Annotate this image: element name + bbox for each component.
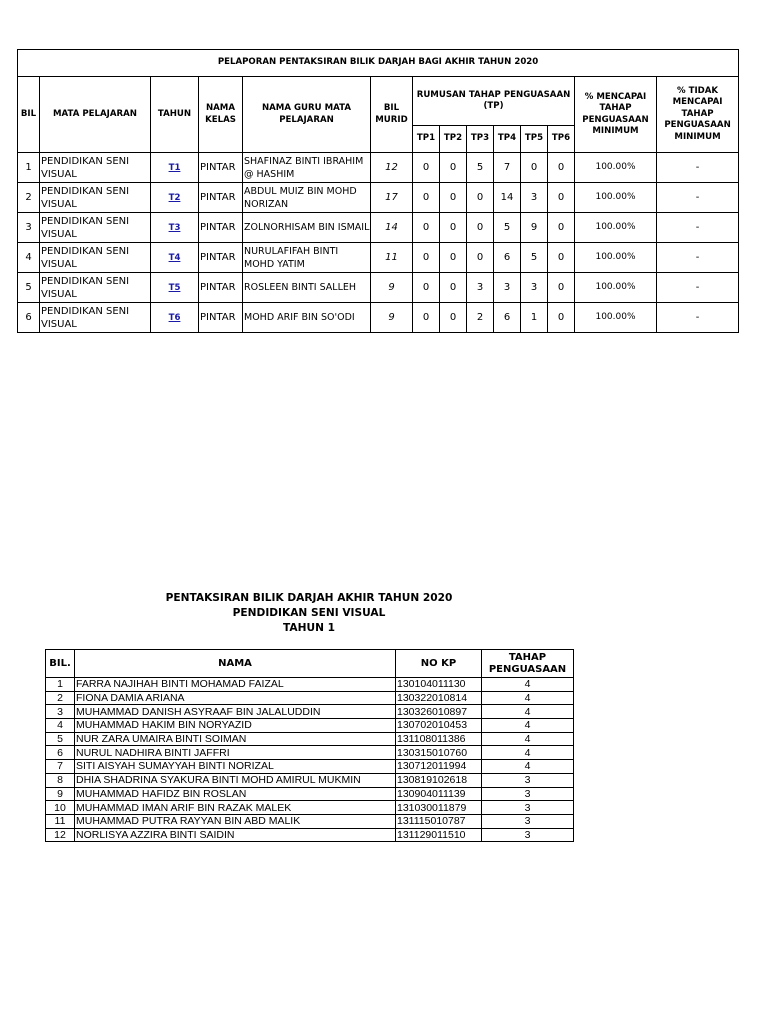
row-tp3: 5 [467, 153, 494, 183]
row-subject: PENDIDIKAN SENI VISUAL [40, 213, 151, 243]
header-no-kp: NO KP [396, 650, 482, 678]
row-nama: FIONA DAMIA ARIANA [75, 691, 396, 705]
header-bil-murid: BIL MURID [371, 77, 413, 153]
row-nama: SITI AISYAH SUMAYYAH BINTI NORIZAL [75, 760, 396, 774]
row-tp3: 0 [467, 243, 494, 273]
row-tp3: 2 [467, 303, 494, 333]
row-bil: 6 [46, 746, 75, 760]
tahun-link[interactable]: T3 [168, 222, 181, 233]
tahun-link[interactable]: T1 [168, 162, 181, 173]
row-bil: 11 [46, 814, 75, 828]
header-mencapai: % MENCAPAI TAHAP PENGUASAAN MINIMUM [575, 77, 657, 153]
header-rumusan: RUMUSAN TAHAP PENGUASAAN (TP) [413, 77, 575, 126]
row-tahap: 4 [482, 746, 574, 760]
header-tp5: TP5 [521, 126, 548, 153]
row-nama: NORLISYA AZZIRA BINTI SAIDIN [75, 828, 396, 842]
row-guru: SHAFINAZ BINTI IBRAHIM @ HASHIM [243, 153, 371, 183]
row-bil: 5 [18, 273, 40, 303]
report-title: PELAPORAN PENTAKSIRAN BILIK DARJAH BAGI AKHIR TAHUN 2020 [18, 50, 739, 77]
student-list-title: PENTAKSIRAN BILIK DARJAH AKHIR TAHUN 2020 [165, 592, 453, 604]
table-row [46, 828, 574, 842]
row-tp6: 0 [548, 303, 575, 333]
row-tahap: 4 [482, 760, 574, 774]
row-tp1: 0 [413, 243, 440, 273]
row-bil: 4 [18, 243, 40, 273]
tahun-link[interactable]: T5 [168, 282, 181, 293]
row-mencapai: 100.00% [575, 153, 657, 183]
row-tahap: 3 [482, 787, 574, 801]
row-kelas: PINTAR [199, 153, 243, 183]
tahun-link[interactable]: T4 [168, 252, 181, 263]
header-tp3: TP3 [467, 126, 494, 153]
row-bil: 1 [46, 678, 75, 692]
row-tp1: 0 [413, 183, 440, 213]
table-row [18, 213, 739, 243]
row-murid: 9 [371, 273, 413, 303]
table-row [46, 773, 574, 787]
row-bil: 6 [18, 303, 40, 333]
row-subject: PENDIDIKAN SENI VISUAL [40, 243, 151, 273]
header-nama: NAMA [75, 650, 396, 678]
row-tidak: - [657, 243, 739, 273]
row-mencapai: 100.00% [575, 303, 657, 333]
row-tp2: 0 [440, 183, 467, 213]
row-bil: 4 [46, 719, 75, 733]
row-no-kp: 130712011994 [396, 760, 482, 774]
row-tahap: 3 [482, 814, 574, 828]
table-row [46, 746, 574, 760]
row-no-kp: 131129011510 [396, 828, 482, 842]
row-no-kp: 131115010787 [396, 814, 482, 828]
row-tahap: 4 [482, 705, 574, 719]
row-tp5: 0 [521, 153, 548, 183]
row-subject: PENDIDIKAN SENI VISUAL [40, 153, 151, 183]
row-tp6: 0 [548, 213, 575, 243]
row-tahap: 4 [482, 732, 574, 746]
row-tidak: - [657, 273, 739, 303]
row-tp6: 0 [548, 183, 575, 213]
header-tp1: TP1 [413, 126, 440, 153]
row-tp6: 0 [548, 273, 575, 303]
tahun-link[interactable]: T2 [168, 192, 181, 203]
row-tp4: 6 [494, 303, 521, 333]
row-tp5: 9 [521, 213, 548, 243]
row-tp1: 0 [413, 273, 440, 303]
row-subject: PENDIDIKAN SENI VISUAL [40, 183, 151, 213]
row-bil: 3 [46, 705, 75, 719]
row-bil: 9 [46, 787, 75, 801]
row-no-kp: 130819102618 [396, 773, 482, 787]
row-nama: MUHAMMAD PUTRA RAYYAN BIN ABD MALIK [75, 814, 396, 828]
student-list-table [45, 649, 574, 842]
row-bil: 7 [46, 760, 75, 774]
row-tp4: 14 [494, 183, 521, 213]
header-bil: BIL [18, 77, 40, 153]
header-tp4: TP4 [494, 126, 521, 153]
row-no-kp: 131108011386 [396, 732, 482, 746]
tahun-link[interactable]: T6 [168, 312, 181, 323]
header-bil: BIL. [46, 650, 75, 678]
table-row [18, 273, 739, 303]
header-tahap: TAHAP PENGUASAAN [482, 650, 574, 678]
row-no-kp: 130104011130 [396, 678, 482, 692]
table-row [46, 760, 574, 774]
header-tp6: TP6 [548, 126, 575, 153]
row-tahap: 4 [482, 719, 574, 733]
row-nama: DHIA SHADRINA SYAKURA BINTI MOHD AMIRUL MUKMIN [75, 773, 396, 787]
row-kelas: PINTAR [199, 243, 243, 273]
row-bil: 2 [18, 183, 40, 213]
row-nama: MUHAMMAD IMAN ARIF BIN RAZAK MALEK [75, 801, 396, 815]
student-list-year: TAHUN 1 [283, 622, 335, 634]
row-tp1: 0 [413, 153, 440, 183]
row-tp3: 3 [467, 273, 494, 303]
table-row [46, 678, 574, 692]
row-murid: 9 [371, 303, 413, 333]
row-tp5: 3 [521, 183, 548, 213]
row-no-kp: 131030011879 [396, 801, 482, 815]
header-mata-pelajaran: MATA PELAJARAN [40, 77, 151, 153]
row-tahap: 3 [482, 801, 574, 815]
table-row [46, 691, 574, 705]
table-row [46, 787, 574, 801]
row-murid: 12 [371, 153, 413, 183]
table-row [18, 303, 739, 333]
table-row [18, 243, 739, 273]
row-tp4: 5 [494, 213, 521, 243]
row-guru: NURULAFIFAH BINTI MOHD YATIM [243, 243, 371, 273]
row-nama: FARRA NAJIHAH BINTI MOHAMAD FAIZAL [75, 678, 396, 692]
table-row [46, 814, 574, 828]
row-bil: 12 [46, 828, 75, 842]
row-bil: 5 [46, 732, 75, 746]
row-guru: ABDUL MUIZ BIN MOHD NORIZAN [243, 183, 371, 213]
table-row [46, 732, 574, 746]
row-no-kp: 130326010897 [396, 705, 482, 719]
row-tp6: 0 [548, 243, 575, 273]
row-tahap: 4 [482, 678, 574, 692]
row-tp2: 0 [440, 243, 467, 273]
row-tidak: - [657, 213, 739, 243]
row-tidak: - [657, 153, 739, 183]
row-tp4: 7 [494, 153, 521, 183]
table-row [18, 183, 739, 213]
row-murid: 14 [371, 213, 413, 243]
row-tp1: 0 [413, 213, 440, 243]
row-bil: 3 [18, 213, 40, 243]
row-tp2: 0 [440, 213, 467, 243]
row-no-kp: 130904011139 [396, 787, 482, 801]
row-nama: MUHAMMAD HAFIDZ BIN ROSLAN [75, 787, 396, 801]
row-tp5: 1 [521, 303, 548, 333]
row-mencapai: 100.00% [575, 243, 657, 273]
row-no-kp: 130315010760 [396, 746, 482, 760]
row-guru: ZOLNORHISAM BIN ISMAIL [243, 213, 371, 243]
row-bil: 10 [46, 801, 75, 815]
row-tp2: 0 [440, 303, 467, 333]
table-row [18, 153, 739, 183]
row-subject: PENDIDIKAN SENI VISUAL [40, 273, 151, 303]
row-bil: 1 [18, 153, 40, 183]
row-nama: NUR ZARA UMAIRA BINTI SOIMAN [75, 732, 396, 746]
row-no-kp: 130702010453 [396, 719, 482, 733]
row-kelas: PINTAR [199, 183, 243, 213]
row-no-kp: 130322010814 [396, 691, 482, 705]
row-tahap: 4 [482, 691, 574, 705]
row-mencapai: 100.00% [575, 273, 657, 303]
table-row [46, 719, 574, 733]
row-subject: PENDIDIKAN SENI VISUAL [40, 303, 151, 333]
student-list-subject: PENDIDIKAN SENI VISUAL [232, 607, 386, 619]
header-nama-guru: NAMA GURU MATA PELAJARAN [243, 77, 371, 153]
row-kelas: PINTAR [199, 273, 243, 303]
row-nama: MUHAMMAD DANISH ASYRAAF BIN JALALUDDIN [75, 705, 396, 719]
row-tidak: - [657, 303, 739, 333]
row-tp6: 0 [548, 153, 575, 183]
report-summary-table [17, 49, 739, 333]
table-row [46, 705, 574, 719]
row-tidak: - [657, 183, 739, 213]
row-tp5: 5 [521, 243, 548, 273]
row-murid: 17 [371, 183, 413, 213]
row-tp5: 3 [521, 273, 548, 303]
row-nama: MUHAMMAD HAKIM BIN NORYAZID [75, 719, 396, 733]
header-tp2: TP2 [440, 126, 467, 153]
row-mencapai: 100.00% [575, 183, 657, 213]
row-tp2: 0 [440, 153, 467, 183]
row-mencapai: 100.00% [575, 213, 657, 243]
row-tp3: 0 [467, 213, 494, 243]
row-guru: MOHD ARIF BIN SO'ODI [243, 303, 371, 333]
row-nama: NURUL NADHIRA BINTI JAFFRI [75, 746, 396, 760]
row-tp4: 3 [494, 273, 521, 303]
header-tidak-mencapai: % TIDAK MENCAPAI TAHAP PENGUASAAN MINIMUM [657, 77, 739, 153]
row-tp2: 0 [440, 273, 467, 303]
row-kelas: PINTAR [199, 303, 243, 333]
table-row [46, 801, 574, 815]
header-nama-kelas: NAMA KELAS [199, 77, 243, 153]
row-bil: 2 [46, 691, 75, 705]
row-tahap: 3 [482, 773, 574, 787]
row-tp3: 0 [467, 183, 494, 213]
row-bil: 8 [46, 773, 75, 787]
row-tahap: 3 [482, 828, 574, 842]
header-tahun: TAHUN [151, 77, 199, 153]
row-tp1: 0 [413, 303, 440, 333]
row-tp4: 6 [494, 243, 521, 273]
row-kelas: PINTAR [199, 213, 243, 243]
student-list-heading [150, 591, 468, 636]
row-guru: ROSLEEN BINTI SALLEH [243, 273, 371, 303]
row-murid: 11 [371, 243, 413, 273]
